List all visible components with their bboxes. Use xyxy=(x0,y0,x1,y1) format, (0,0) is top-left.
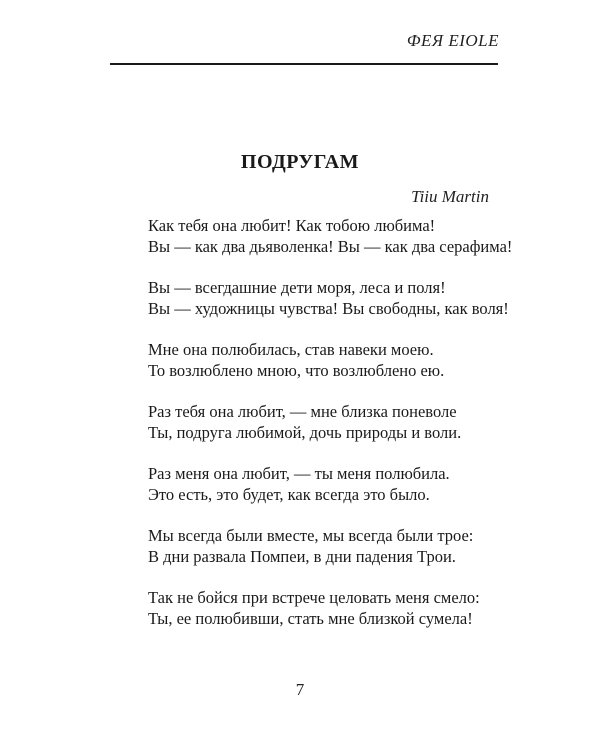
poem-line: В дни развала Помпеи, в дни падения Трои. xyxy=(148,547,456,566)
poem-line: Так не бойся при встрече целовать меня смело: xyxy=(148,588,480,607)
poem-line: Вы — художницы чувства! Вы свободны, как воля! xyxy=(148,299,509,318)
stanza xyxy=(148,215,513,257)
poem-line: Это есть, это будет, как всегда это было. xyxy=(148,485,430,504)
page-number: 7 xyxy=(295,680,305,699)
poem-line: Ты, ее полюбивши, стать мне близкой сумела! xyxy=(148,609,473,628)
poem-line: Раз тебя она любит, — мне близка поневоле xyxy=(148,402,457,421)
poem-line: Вы — всегдашние дети моря, леса и поля! xyxy=(148,278,446,297)
poem-author: Tiiu Martin xyxy=(411,187,489,206)
stanza xyxy=(148,463,498,505)
poem-line: Раз меня она любит, — ты меня полюбила. xyxy=(148,464,450,483)
header-rule xyxy=(110,63,498,65)
stanza xyxy=(148,277,509,319)
stanza xyxy=(148,339,498,381)
poem-line: То возлюблено мною, что возлюблено ею. xyxy=(148,361,445,380)
stanza xyxy=(148,401,498,443)
stanza xyxy=(148,587,498,629)
stanza xyxy=(148,525,498,567)
poem-line: Ты, подруга любимой, дочь природы и воли. xyxy=(148,423,462,442)
poem-line: Мы всегда были вместе, мы всегда были трое: xyxy=(148,526,474,545)
running-header: ФЕЯ EIOLE xyxy=(406,31,499,50)
poem-title: ПОДРУГАМ xyxy=(240,151,360,173)
poem-line: Как тебя она любит! Как тобою любима! xyxy=(148,216,436,235)
poem-line: Мне она полюбилась, став навеки моею. xyxy=(148,340,434,359)
poem-body xyxy=(148,215,513,649)
poem-line: Вы — как два дьяволенка! Вы — как два серафима! xyxy=(148,237,513,256)
